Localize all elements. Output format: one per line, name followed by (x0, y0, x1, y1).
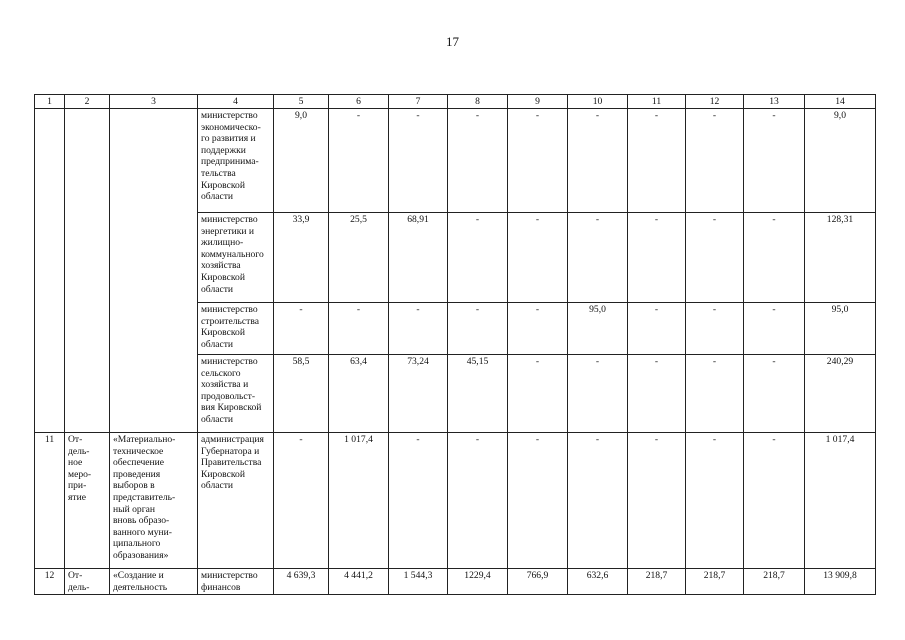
cell-line: техническое (113, 445, 164, 457)
column-header: 6 (329, 95, 389, 109)
value-cell: - (744, 433, 805, 569)
value-cell: 68,91 (389, 213, 448, 303)
cell-line: предпринима- (201, 156, 259, 168)
column-header: 10 (568, 95, 628, 109)
cell-line: проведения (113, 468, 161, 480)
value-cell: - (686, 303, 744, 355)
executor-cell (198, 433, 274, 569)
column-header: 9 (508, 95, 568, 109)
value-cell: - (508, 303, 568, 355)
cell-line: экономическо- (201, 121, 261, 133)
value-cell: - (744, 109, 805, 213)
cell-line: области (201, 283, 234, 295)
value-cell: - (628, 355, 686, 433)
cell-line: жилищно- (201, 237, 244, 249)
value-cell: 73,24 (389, 355, 448, 433)
value-cell: 632,6 (568, 569, 628, 595)
cell-line: тельства (201, 167, 236, 179)
cell-line: хозяйства (201, 260, 241, 272)
value-cell: 218,7 (686, 569, 744, 595)
column-header: 8 (448, 95, 508, 109)
cell-line: деятельность (113, 581, 168, 593)
cell-line: коммунального (201, 248, 264, 260)
cell-line: го развития и (201, 133, 256, 145)
table-body (35, 95, 876, 595)
value-cell: - (508, 213, 568, 303)
cell-line: министерство (201, 304, 258, 315)
value-cell: - (628, 213, 686, 303)
executor-cell (198, 213, 274, 303)
column-header: 1 (35, 95, 65, 109)
value-cell: - (274, 433, 329, 569)
value-cell: - (744, 213, 805, 303)
cell-line: ятие (68, 491, 86, 503)
column-header: 4 (198, 95, 274, 109)
cell-line: Правительства (201, 457, 262, 469)
value-cell: - (329, 109, 389, 213)
column-header: 14 (805, 95, 876, 109)
value-cell: - (389, 109, 448, 213)
value-cell: 63,4 (329, 355, 389, 433)
value-cell: 13 909,8 (805, 569, 876, 595)
value-cell: - (686, 433, 744, 569)
value-cell: - (568, 355, 628, 433)
value-cell: - (508, 355, 568, 433)
cell-line: министерство (201, 110, 258, 121)
value-cell: 240,29 (805, 355, 876, 433)
empty-merged-cell (35, 109, 65, 433)
value-cell: 1 017,4 (329, 433, 389, 569)
value-cell: 45,15 (448, 355, 508, 433)
cell-line: вновь образо- (113, 515, 170, 527)
executor-cell (198, 355, 274, 433)
cell-line: Кировской (201, 179, 245, 191)
cell-line: ный орган (113, 503, 156, 515)
cell-line: образования» (113, 549, 169, 561)
cell-line: ное (68, 457, 83, 469)
cell-line: дель- (68, 581, 90, 593)
cell-line: министерство (201, 356, 258, 367)
cell-line: ципального (113, 538, 161, 550)
cell-line: дель- (68, 445, 90, 457)
cell-line: От- (68, 570, 83, 581)
value-cell: 25,5 (329, 213, 389, 303)
value-cell: 1229,4 (448, 569, 508, 595)
cell-line: вия Кировской (201, 402, 262, 414)
table-row (35, 569, 876, 595)
value-cell: - (686, 213, 744, 303)
value-cell: - (448, 109, 508, 213)
name-cell (110, 433, 198, 569)
empty-merged-cell (65, 109, 110, 433)
cell-line: области (201, 413, 234, 425)
value-cell: 766,9 (508, 569, 568, 595)
value-cell: - (448, 303, 508, 355)
value-cell: 218,7 (744, 569, 805, 595)
cell-line: обеспечение (113, 457, 165, 469)
value-cell: - (744, 355, 805, 433)
value-cell: 33,9 (274, 213, 329, 303)
column-header: 11 (628, 95, 686, 109)
cell-line: области (201, 191, 234, 203)
cell-line: энергетики и (201, 225, 255, 237)
value-cell: - (628, 303, 686, 355)
budget-table (34, 94, 876, 595)
value-cell: 9,0 (274, 109, 329, 213)
executor-cell (198, 569, 274, 595)
executor-cell (198, 303, 274, 355)
cell-line: министерство (201, 570, 258, 581)
cell-line: продовольст- (201, 390, 256, 402)
table-row (35, 433, 876, 569)
column-header: 5 (274, 95, 329, 109)
value-cell: - (448, 213, 508, 303)
value-cell: - (389, 433, 448, 569)
table-row (35, 109, 876, 213)
cell-line: Губернатора и (201, 445, 260, 457)
value-cell: 95,0 (805, 303, 876, 355)
cell-line: Кировской (201, 271, 245, 283)
value-cell: 58,5 (274, 355, 329, 433)
value-cell: - (274, 303, 329, 355)
executor-cell (198, 109, 274, 213)
page-number: 17 (446, 34, 459, 49)
row-number-cell: 12 (35, 569, 65, 595)
cell-line: финансов (201, 581, 241, 593)
value-cell: - (508, 433, 568, 569)
cell-line: области (201, 480, 234, 492)
cell-line: «Материально- (113, 434, 176, 445)
value-cell: - (686, 109, 744, 213)
empty-merged-cell (110, 109, 198, 433)
value-cell: 4 639,3 (274, 569, 329, 595)
column-header: 7 (389, 95, 448, 109)
value-cell: - (628, 109, 686, 213)
column-header: 2 (65, 95, 110, 109)
cell-line: поддержки (201, 144, 246, 156)
column-header: 13 (744, 95, 805, 109)
cell-line: «Создание и (113, 570, 164, 581)
value-cell: 218,7 (628, 569, 686, 595)
cell-line: От- (68, 434, 83, 445)
cell-line: меро- (68, 468, 92, 480)
value-cell: 1 017,4 (805, 433, 876, 569)
column-header: 3 (110, 95, 198, 109)
value-cell: - (508, 109, 568, 213)
value-cell: - (568, 109, 628, 213)
value-cell: - (686, 355, 744, 433)
cell-line: Кировской (201, 327, 245, 339)
value-cell: - (568, 433, 628, 569)
cell-line: представитель- (113, 491, 176, 503)
value-cell: - (389, 303, 448, 355)
value-cell: 95,0 (568, 303, 628, 355)
cell-line: хозяйства и (201, 379, 249, 391)
status-cell (65, 433, 110, 569)
header-row (35, 95, 876, 109)
cell-line: администрация (201, 434, 264, 445)
cell-line: области (201, 338, 234, 350)
value-cell: - (628, 433, 686, 569)
value-cell: - (448, 433, 508, 569)
value-cell: 128,31 (805, 213, 876, 303)
value-cell: 4 441,2 (329, 569, 389, 595)
cell-line: сельского (201, 367, 241, 379)
cell-line: при- (68, 480, 87, 492)
value-cell: - (568, 213, 628, 303)
value-cell: - (329, 303, 389, 355)
name-cell (110, 569, 198, 595)
value-cell: 9,0 (805, 109, 876, 213)
column-header: 12 (686, 95, 744, 109)
cell-line: выборов в (113, 480, 155, 492)
row-number-cell: 11 (35, 433, 65, 569)
cell-line: Кировской (201, 468, 245, 480)
cell-line: строительства (201, 315, 260, 327)
value-cell: - (744, 303, 805, 355)
cell-line: ванного муни- (113, 526, 172, 538)
cell-line: министерство (201, 214, 258, 225)
value-cell: 1 544,3 (389, 569, 448, 595)
status-cell (65, 569, 110, 595)
